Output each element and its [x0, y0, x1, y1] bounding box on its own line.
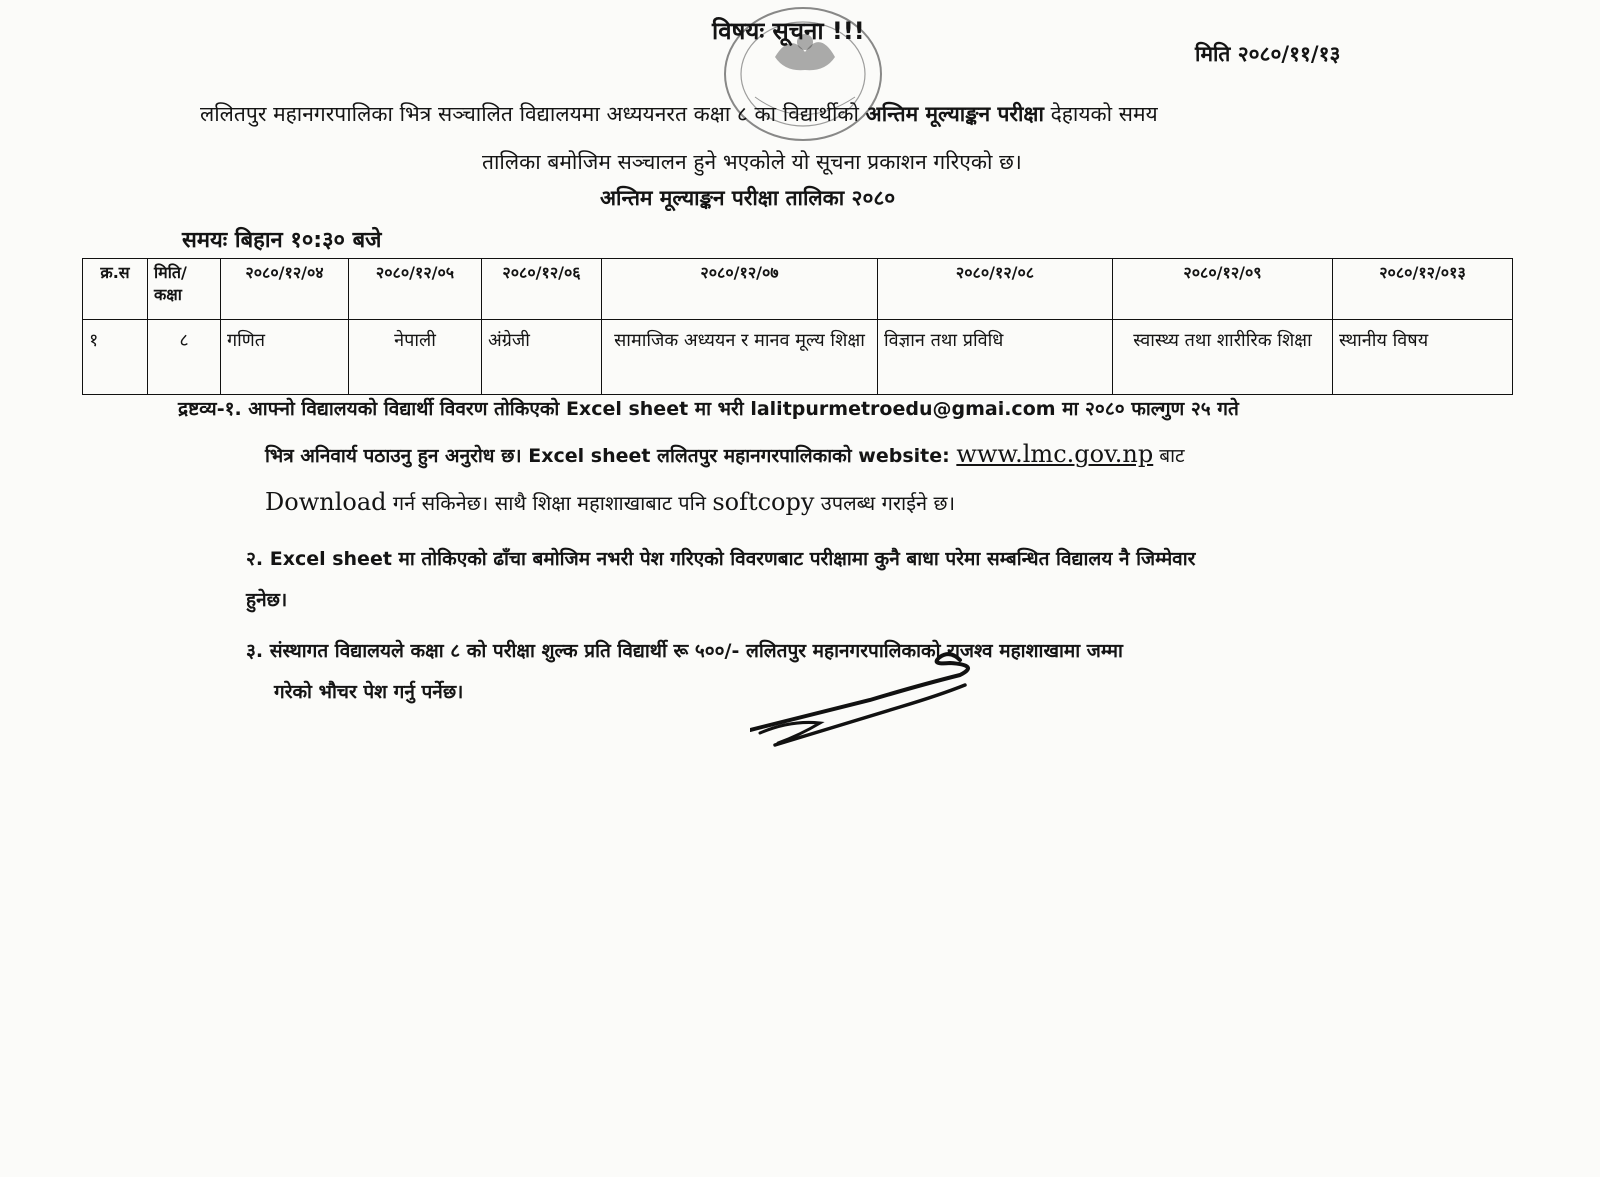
note-3-line-2: गरेको भौचर पेश गर्नु पर्नेछ।: [274, 681, 464, 703]
header-cell: मिति/ कक्षा: [148, 259, 221, 320]
note-2-line-1: २. Excel sheet मा तोकिएको ढाँचा बमोजिम नभरी पेश गरिएको विवरणबाट परीक्षामा कुनै बाधा परेमा सम्बन्धित विद्यालय नै जिम्मेवार: [246, 548, 1196, 570]
intro-line-1: [200, 100, 1420, 128]
note-1-text-suffix: बाट: [1153, 445, 1185, 467]
intro-line-2: तालिका बमोजिम सञ्चालन हुने भएकोले यो सूचना प्रकाशन गरिएको छ।: [482, 150, 1022, 174]
notice-date: मिति २०८०/११/१३: [1195, 42, 1341, 66]
header-cell: २०८०/१२/०६: [482, 259, 602, 320]
exam-time: समयः बिहान १०:३० बजे: [182, 228, 382, 253]
table-header-row: [83, 259, 1513, 320]
table-cell: सामाजिक अध्ययन र मानव मूल्य शिक्षा: [602, 320, 878, 395]
note-1-line-2: [265, 440, 1185, 468]
intro-text-a: ललितपुर महानगरपालिका भित्र सञ्चालित विद्यालयमा अध्ययनरत कक्षा ८ का विद्यार्थीको: [200, 102, 866, 126]
table-cell: स्थानीय विषय: [1333, 320, 1513, 395]
header-cell: २०८०/१२/०७: [602, 259, 878, 320]
intro-text-c: देहायको समय: [1043, 102, 1158, 126]
table-row: [83, 320, 1513, 395]
table-cell: स्वास्थ्य तथा शारीरिक शिक्षा: [1113, 320, 1333, 395]
exam-schedule-table: [82, 258, 1513, 395]
schedule-title: अन्तिम मूल्याङ्कन परीक्षा तालिका २०८०: [600, 186, 896, 210]
note-3-line-1: ३. संस्थागत विद्यालयले कक्षा ८ को परीक्षा शुल्क प्रति विद्यार्थी रू ५००/- ललितपुर महानगरपालिकाको राजश्व महाशाखामा जम्मा: [246, 640, 1123, 662]
header-cell: २०८०/१२/०१३: [1333, 259, 1513, 320]
table-cell: ८: [148, 320, 221, 395]
note-1-line-3-text: गर्न सकिनेछ। साथै शिक्षा महाशाखाबाट पनि: [386, 491, 713, 515]
download-word: Download: [265, 488, 387, 516]
header-cell: क्र.स: [83, 259, 148, 320]
table-cell: नेपाली: [349, 320, 482, 395]
note-1-line-3: [265, 488, 955, 516]
table-cell: अंग्रेजी: [482, 320, 602, 395]
note-1-text: भित्र अनिवार्य पठाउनु हुन अनुरोध छ। Excel sheet ललितपुर महानगरपालिकाको website:: [265, 445, 957, 467]
intro-exam-name: अन्तिम मूल्याङ्कन परीक्षा: [865, 102, 1044, 126]
header-cell: २०८०/१२/०४: [221, 259, 349, 320]
softcopy-word: softcopy: [712, 488, 815, 516]
header-cell: २०८०/१२/०९: [1113, 259, 1333, 320]
note-1-line-3-end: उपलब्ध गराईने छ।: [814, 491, 956, 515]
note-2-line-2: हुनेछ।: [246, 589, 288, 611]
table-cell: १: [83, 320, 148, 395]
signature: [750, 645, 990, 755]
header-cell: २०८०/१२/०५: [349, 259, 482, 320]
table-cell: गणित: [221, 320, 349, 395]
website-link[interactable]: www.lmc.gov.np: [956, 440, 1154, 468]
header-cell: २०८०/१२/०८: [878, 259, 1113, 320]
note-1-line-1: द्रष्टव्य-१. आफ्नो विद्यालयको विद्यार्थी विवरण तोकिएको Excel sheet मा भरी lalitpurmetroedu@gmai.com मा २०८० फाल्गुण २५ गते: [178, 398, 1239, 420]
table-cell: विज्ञान तथा प्रविधि: [878, 320, 1113, 395]
notice-subject: विषयः सूचना !!!: [712, 17, 865, 45]
